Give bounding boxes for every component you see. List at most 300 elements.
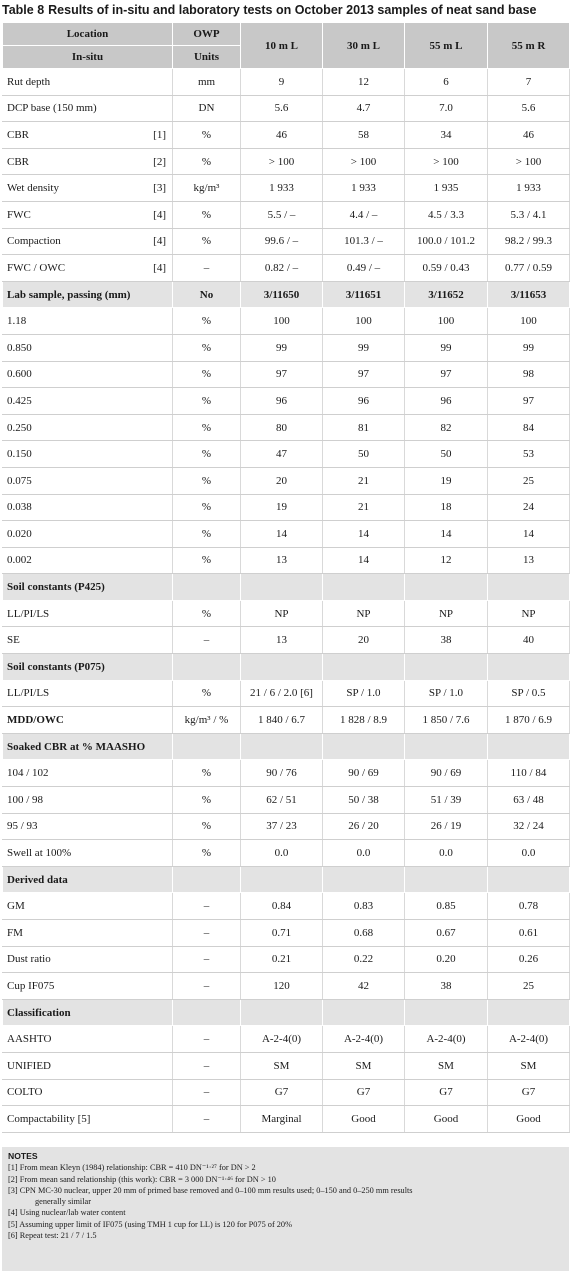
row-value: G7	[405, 1079, 488, 1106]
row-value: 12	[323, 69, 405, 96]
row-value: 80	[241, 414, 323, 441]
row-value: 120	[241, 973, 323, 1000]
section-row	[3, 281, 570, 308]
row-label	[3, 308, 173, 335]
row-value: 0.0	[241, 840, 323, 867]
row-value: 38	[405, 973, 488, 1000]
row-label	[3, 680, 173, 707]
row-note-ref: [4]	[153, 208, 166, 221]
header-owp: OWP	[173, 23, 241, 46]
row-unit: %	[173, 680, 241, 707]
row-label-text: 0.020	[7, 527, 32, 540]
row-value	[241, 654, 323, 681]
row-label-text: SE	[7, 634, 20, 647]
row-value: > 100	[488, 148, 570, 175]
row-value: 12	[405, 547, 488, 574]
row-value: 100.0 / 101.2	[405, 228, 488, 255]
row-value: > 100	[241, 148, 323, 175]
row-value: Good	[488, 1106, 570, 1133]
row-value: 9	[241, 69, 323, 96]
row-value: 100	[488, 308, 570, 335]
table-row	[3, 148, 570, 175]
row-unit: %	[173, 467, 241, 494]
row-unit	[173, 866, 241, 893]
row-value: G7	[323, 1079, 405, 1106]
row-value: 62 / 51	[241, 787, 323, 814]
row-unit: kg/m³ / %	[173, 707, 241, 734]
row-value	[241, 999, 323, 1026]
row-value	[241, 866, 323, 893]
row-unit: mm	[173, 69, 241, 96]
section-row	[3, 999, 570, 1026]
row-value: 81	[323, 414, 405, 441]
table-row	[3, 388, 570, 415]
row-value: SP / 1.0	[323, 680, 405, 707]
row-label	[3, 388, 173, 415]
row-value: Marginal	[241, 1106, 323, 1133]
row-value	[405, 733, 488, 760]
row-unit: %	[173, 494, 241, 521]
row-label	[3, 441, 173, 468]
row-label-text: CBR	[7, 128, 30, 141]
table-row	[3, 1079, 570, 1106]
table-row	[3, 973, 570, 1000]
row-value: SM	[323, 1052, 405, 1079]
row-value: > 100	[323, 148, 405, 175]
row-unit: %	[173, 334, 241, 361]
table-row	[3, 1052, 570, 1079]
note-1: [1] From mean Kleyn (1984) relationship: CBR = 410 DN⁻¹·²⁷ for DN > 2	[8, 1163, 256, 1173]
note-5: [5] Assuming upper limit of IF075 (using TMH 1 cup for LL) is 120 for P075 of 20%	[8, 1219, 292, 1229]
row-value	[488, 866, 570, 893]
note-2: [2] From mean sand relationship (this work): CBR = 3 000 DN⁻¹·⁴⁶ for DN > 10	[8, 1174, 276, 1184]
row-value: 24	[488, 494, 570, 521]
row-label	[3, 707, 173, 734]
row-value: SP / 0.5	[488, 680, 570, 707]
row-unit	[173, 733, 241, 760]
row-value: 101.3 / –	[323, 228, 405, 255]
row-value: 100	[323, 308, 405, 335]
row-unit: –	[173, 1052, 241, 1079]
table-row	[3, 361, 570, 388]
row-value: 7	[488, 69, 570, 96]
row-unit: –	[173, 946, 241, 973]
row-value: 97	[488, 388, 570, 415]
row-value: 63 / 48	[488, 787, 570, 814]
row-unit: %	[173, 521, 241, 548]
row-value: 99	[323, 334, 405, 361]
row-note-ref: [4]	[153, 235, 166, 248]
row-value	[241, 733, 323, 760]
row-value: 13	[241, 547, 323, 574]
row-value: 42	[323, 973, 405, 1000]
table-row	[3, 201, 570, 228]
table-row	[3, 494, 570, 521]
row-label-text: CBR	[7, 155, 30, 168]
row-value: 51 / 39	[405, 787, 488, 814]
row-label-text: Cup IF075	[7, 979, 55, 992]
note-6: [6] Repeat test: 21 / 7 / 1.5	[8, 1231, 97, 1241]
row-value: SM	[405, 1052, 488, 1079]
row-value: 0.22	[323, 946, 405, 973]
row-value	[323, 866, 405, 893]
row-value: 0.83	[323, 893, 405, 920]
row-value	[405, 866, 488, 893]
row-value: 97	[323, 361, 405, 388]
header-units: Units	[173, 46, 241, 69]
row-value: 0.77 / 0.59	[488, 255, 570, 282]
row-label-text: Compactability [5]	[7, 1112, 91, 1125]
row-value: 25	[488, 973, 570, 1000]
row-value: 90 / 69	[323, 760, 405, 787]
row-label-text: Derived data	[7, 873, 68, 886]
row-value: 13	[241, 627, 323, 654]
row-value: 3/11653	[488, 281, 570, 308]
table-row	[3, 175, 570, 202]
note-4: [4] Using nuclear/lab water content	[8, 1208, 126, 1218]
table-row	[3, 760, 570, 787]
table-row	[3, 95, 570, 122]
table-row	[3, 334, 570, 361]
row-value: 34	[405, 122, 488, 149]
row-value	[405, 654, 488, 681]
row-value	[405, 574, 488, 601]
row-value: 5.6	[488, 95, 570, 122]
row-value: 99	[241, 334, 323, 361]
row-label-text: FM	[7, 926, 23, 939]
row-label	[3, 414, 173, 441]
row-label	[3, 973, 173, 1000]
row-label-text: 0.150	[7, 448, 32, 461]
row-value: 21	[323, 494, 405, 521]
row-label-text: LL/PI/LS	[7, 687, 50, 700]
row-value: 6	[405, 69, 488, 96]
row-value: 0.71	[241, 920, 323, 947]
row-value	[323, 574, 405, 601]
row-label	[3, 201, 173, 228]
row-unit	[173, 574, 241, 601]
row-unit: %	[173, 760, 241, 787]
row-value: 1 935	[405, 175, 488, 202]
row-value: 4.5 / 3.3	[405, 201, 488, 228]
row-value: 0.20	[405, 946, 488, 973]
table-row	[3, 813, 570, 840]
row-value: 99	[405, 334, 488, 361]
row-value: 3/11652	[405, 281, 488, 308]
table-row	[3, 680, 570, 707]
row-value: 20	[323, 627, 405, 654]
row-label-text: LL/PI/LS	[7, 607, 50, 620]
notes-box	[2, 1147, 569, 1271]
row-value	[488, 733, 570, 760]
row-value: > 100	[405, 148, 488, 175]
row-label	[3, 813, 173, 840]
row-note-ref: [2]	[153, 155, 166, 168]
table-row	[3, 787, 570, 814]
row-value: 97	[241, 361, 323, 388]
table-row	[3, 521, 570, 548]
row-value: 37 / 23	[241, 813, 323, 840]
row-value: 96	[323, 388, 405, 415]
table-caption: Results of in-situ and laboratory tests on October 2013 samples of neat sand base	[48, 3, 537, 17]
row-label	[3, 361, 173, 388]
header-row-1	[3, 23, 570, 46]
row-value: 0.78	[488, 893, 570, 920]
header-location: Location	[3, 23, 173, 46]
row-value: 110 / 84	[488, 760, 570, 787]
row-value: 1 933	[241, 175, 323, 202]
row-unit: –	[173, 920, 241, 947]
row-value: 13	[488, 547, 570, 574]
section-row	[3, 574, 570, 601]
row-value: Good	[405, 1106, 488, 1133]
row-unit: %	[173, 388, 241, 415]
row-label-text: FWC / OWC	[7, 261, 66, 274]
row-unit: –	[173, 1079, 241, 1106]
row-unit: %	[173, 547, 241, 574]
row-label	[3, 255, 173, 282]
table-row	[3, 946, 570, 973]
row-value	[241, 574, 323, 601]
row-value: 1 933	[323, 175, 405, 202]
row-label	[3, 122, 173, 149]
row-value: 98.2 / 99.3	[488, 228, 570, 255]
row-value: 50	[323, 441, 405, 468]
row-value: 84	[488, 414, 570, 441]
row-label	[3, 228, 173, 255]
row-value: 18	[405, 494, 488, 521]
row-value: 53	[488, 441, 570, 468]
table-row	[3, 1026, 570, 1053]
row-label-text: Lab sample, passing (mm)	[7, 288, 131, 301]
row-note-ref: [1]	[153, 128, 166, 141]
row-unit: %	[173, 148, 241, 175]
table-row	[3, 1106, 570, 1133]
row-label	[3, 148, 173, 175]
row-label	[3, 866, 173, 893]
row-value: 96	[241, 388, 323, 415]
table-row	[3, 467, 570, 494]
row-label-text: Classification	[7, 1006, 71, 1019]
row-value: 0.67	[405, 920, 488, 947]
row-label	[3, 627, 173, 654]
row-value: 1 828 / 8.9	[323, 707, 405, 734]
row-value: NP	[323, 600, 405, 627]
row-label	[3, 654, 173, 681]
row-label-text: AASHTO	[7, 1033, 52, 1046]
row-value: 25	[488, 467, 570, 494]
row-value: 100	[241, 308, 323, 335]
row-value	[323, 733, 405, 760]
row-value: 1 840 / 6.7	[241, 707, 323, 734]
row-label	[3, 1106, 173, 1133]
row-value: SM	[488, 1052, 570, 1079]
row-value: 0.0	[323, 840, 405, 867]
row-value: 19	[241, 494, 323, 521]
row-label-text: 0.075	[7, 474, 32, 487]
row-label	[3, 547, 173, 574]
row-label	[3, 840, 173, 867]
row-label-text: DCP base (150 mm)	[7, 102, 97, 115]
row-value: SM	[241, 1052, 323, 1079]
row-label-text: Wet density	[7, 182, 59, 195]
row-value: NP	[405, 600, 488, 627]
row-value: 4.7	[323, 95, 405, 122]
row-unit: kg/m³	[173, 175, 241, 202]
section-row	[3, 866, 570, 893]
row-label-text: Soil constants (P075)	[7, 660, 105, 673]
row-unit: –	[173, 893, 241, 920]
row-value: 19	[405, 467, 488, 494]
row-value: 97	[405, 361, 488, 388]
row-value: 38	[405, 627, 488, 654]
row-value: 100	[405, 308, 488, 335]
table-row	[3, 627, 570, 654]
row-value	[488, 654, 570, 681]
row-value	[488, 574, 570, 601]
row-value: 14	[405, 521, 488, 548]
row-label	[3, 69, 173, 96]
table-row	[3, 920, 570, 947]
row-unit: %	[173, 361, 241, 388]
row-label-text: FWC	[7, 208, 31, 221]
row-value: 32 / 24	[488, 813, 570, 840]
table-row	[3, 414, 570, 441]
row-label-text: 0.600	[7, 368, 32, 381]
row-unit: DN	[173, 95, 241, 122]
row-label-text: UNIFIED	[7, 1059, 51, 1072]
results-table	[2, 22, 570, 1133]
row-label	[3, 494, 173, 521]
row-value: A-2-4(0)	[405, 1026, 488, 1053]
row-label	[3, 760, 173, 787]
row-value	[488, 999, 570, 1026]
note-3-continued: generally similar	[35, 1197, 91, 1207]
table-title	[2, 2, 569, 19]
row-label-text: COLTO	[7, 1086, 43, 1099]
row-value: 21	[323, 467, 405, 494]
row-label-text: 0.002	[7, 554, 32, 567]
row-unit	[173, 999, 241, 1026]
row-value: Good	[323, 1106, 405, 1133]
row-value: 99.6 / –	[241, 228, 323, 255]
row-unit: %	[173, 600, 241, 627]
row-value: 5.3 / 4.1	[488, 201, 570, 228]
row-label-text: GM	[7, 900, 25, 913]
row-value: 14	[323, 547, 405, 574]
row-label	[3, 175, 173, 202]
row-label	[3, 1079, 173, 1106]
row-value: G7	[488, 1079, 570, 1106]
header-55mr: 55 m R	[488, 23, 570, 69]
row-note-ref: [4]	[153, 261, 166, 274]
row-value: 98	[488, 361, 570, 388]
row-value: 14	[241, 521, 323, 548]
row-value: NP	[488, 600, 570, 627]
row-value	[323, 999, 405, 1026]
row-value: 5.5 / –	[241, 201, 323, 228]
row-label-text: 0.425	[7, 394, 32, 407]
row-value: 82	[405, 414, 488, 441]
row-label	[3, 999, 173, 1026]
row-value: 0.21	[241, 946, 323, 973]
row-label	[3, 893, 173, 920]
row-value: 7.0	[405, 95, 488, 122]
row-label-text: 0.038	[7, 501, 32, 514]
row-value: 90 / 76	[241, 760, 323, 787]
row-value: 1 850 / 7.6	[405, 707, 488, 734]
row-label	[3, 920, 173, 947]
row-unit: %	[173, 201, 241, 228]
row-unit: %	[173, 441, 241, 468]
table-row	[3, 69, 570, 96]
section-row	[3, 733, 570, 760]
row-value: 40	[488, 627, 570, 654]
row-label-text: Soaked CBR at % MAASHO	[7, 740, 146, 753]
row-label	[3, 946, 173, 973]
row-unit: %	[173, 787, 241, 814]
row-value: A-2-4(0)	[323, 1026, 405, 1053]
header-30ml: 30 m L	[323, 23, 405, 69]
table-row	[3, 893, 570, 920]
row-value: G7	[241, 1079, 323, 1106]
row-label	[3, 95, 173, 122]
row-value: SP / 1.0	[405, 680, 488, 707]
row-value: 47	[241, 441, 323, 468]
row-value: 3/11650	[241, 281, 323, 308]
row-value: 0.59 / 0.43	[405, 255, 488, 282]
row-value: 0.84	[241, 893, 323, 920]
row-unit: %	[173, 840, 241, 867]
row-unit: –	[173, 1106, 241, 1133]
table-row	[3, 707, 570, 734]
header-10ml: 10 m L	[241, 23, 323, 69]
row-unit: %	[173, 228, 241, 255]
notes-heading: NOTES	[8, 1151, 38, 1161]
row-label-text: 1.18	[7, 315, 27, 328]
row-value: 1 933	[488, 175, 570, 202]
row-value: A-2-4(0)	[241, 1026, 323, 1053]
row-unit: %	[173, 414, 241, 441]
row-value: 50 / 38	[323, 787, 405, 814]
row-value	[323, 654, 405, 681]
row-value: 99	[488, 334, 570, 361]
row-note-ref: [3]	[153, 182, 166, 195]
row-label-text: Rut depth	[7, 75, 51, 88]
table-row	[3, 600, 570, 627]
row-value: 0.68	[323, 920, 405, 947]
row-unit: %	[173, 122, 241, 149]
row-unit: –	[173, 255, 241, 282]
note-3: [3] CPN MC-30 nuclear, upper 20 mm of primed base removed and 0–100 mm results used; 0–150 and 0–250 mm results	[8, 1185, 413, 1195]
row-label-text: Swell at 100%	[7, 847, 72, 860]
table-row	[3, 228, 570, 255]
row-label	[3, 1026, 173, 1053]
row-unit: –	[173, 627, 241, 654]
row-value: 0.0	[405, 840, 488, 867]
row-label-text: Soil constants (P425)	[7, 581, 105, 594]
row-unit	[173, 654, 241, 681]
row-value: 58	[323, 122, 405, 149]
row-unit: –	[173, 1026, 241, 1053]
table-number: Table 8	[2, 3, 45, 17]
table-row	[3, 547, 570, 574]
row-value: 46	[488, 122, 570, 149]
row-label	[3, 521, 173, 548]
row-unit: %	[173, 813, 241, 840]
row-label-text: 0.250	[7, 421, 32, 434]
table-row	[3, 308, 570, 335]
